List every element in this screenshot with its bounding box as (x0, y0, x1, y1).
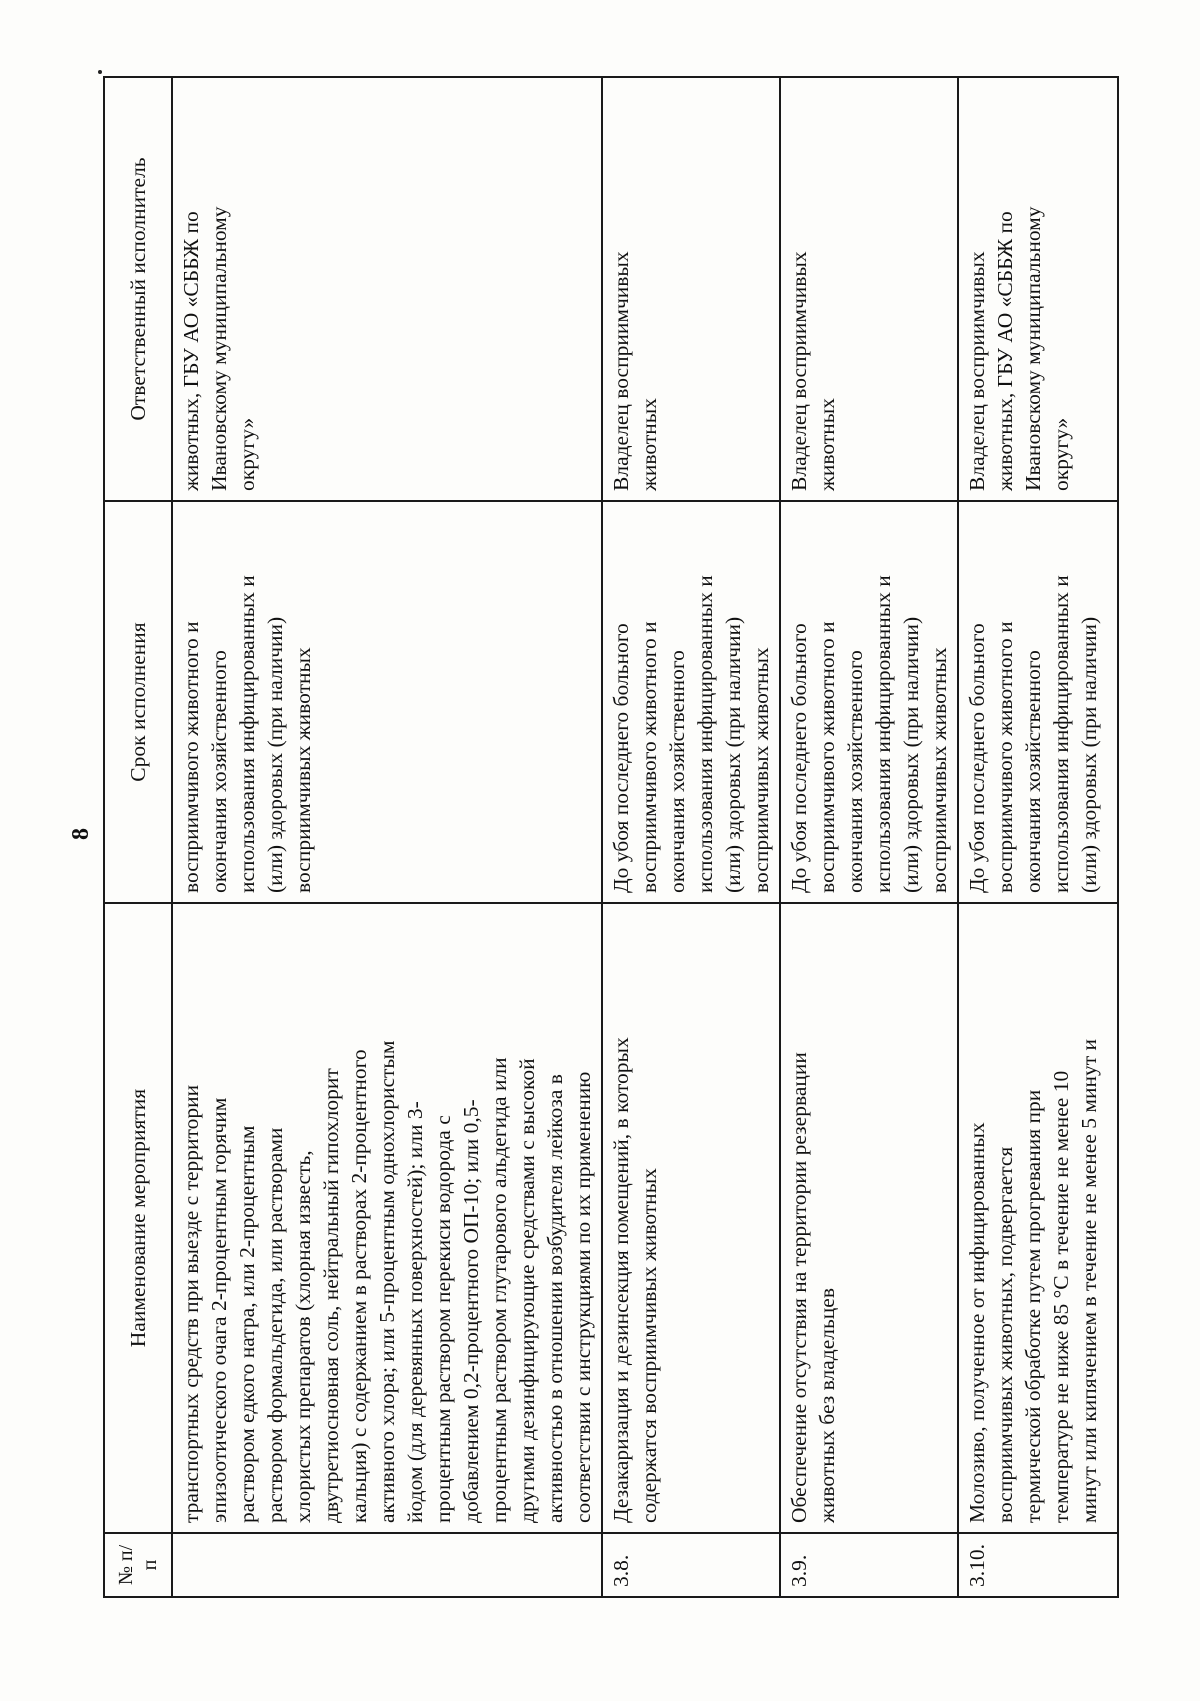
table-row (602, 77, 780, 1597)
header-name: Наименование мероприятия (104, 903, 172, 1533)
row-measure: Молозиво, полученное от инфицированных восприимчивых животных, подвергается термической обработке путем прогревания при температуре не ниже 85 °С в течение не менее 10 минут или кипячением в течение не менее 5 минут и (958, 903, 1118, 1533)
table-row (172, 77, 602, 1597)
row-number: 3.9. (780, 1533, 958, 1597)
row-measure: Обеспечение отсутствия на территории резервации животных без владельцев (780, 903, 958, 1533)
table-row (780, 77, 958, 1597)
row-term: До убоя последнего больного восприимчивого животного и окончания хозяйственного использования инфицированных и (или) здоровых (при наличии) восприимчивых животных (602, 501, 780, 903)
row-term: До убоя последнего больного восприимчивого животного и окончания хозяйственного использования инфицированных и (или) здоровых (при наличии) (958, 501, 1118, 903)
row-term: До убоя последнего больного восприимчивого животного и окончания хозяйственного использования инфицированных и (или) здоровых (при наличии) восприимчивых животных (780, 501, 958, 903)
row-number: 3.8. (602, 1533, 780, 1597)
row-number: 3.10. (958, 1533, 1118, 1597)
measures-table (103, 76, 1119, 1598)
row-responsible: животных, ГБУ АО «СББЖ по Ивановскому муниципальному округу» (172, 77, 602, 501)
scan-speck (98, 70, 102, 74)
table-header-row (104, 77, 172, 1597)
rotated-page-content (103, 78, 1101, 1598)
header-term: Срок исполнения (104, 501, 172, 903)
table-row (958, 77, 1118, 1597)
row-term: восприимчивого животного и окончания хозяйственного использования инфицированных и (или) здоровых (при наличии) восприимчивых животных (172, 501, 602, 903)
header-number: № п/п (104, 1533, 172, 1597)
row-measure: транспортных средств при выезде с территории эпизоотического очага 2-процентным горячим раствором едкого натра, или 2-процентным раствором формальдегида, или растворами хлористых препаратов (хлорная известь, двутретиосновная соль, нейтральный гипохлорит кальция) с содержанием в растворах 2-процентного активного хлора; или 5-процентным однохлористым йодом (для деревянных поверхностей); или 3- процентным раствором перекиси водорода с добавлением 0,2-процентного ОП-10; или 0,5- процентным раствором глутарового альдегида или другими дезинфицирующие средствами с высокой активностью в отношении возбудителя лейкоза в соответствии с инструкциями по их применению (172, 903, 602, 1533)
row-responsible: Владелец восприимчивых животных (780, 77, 958, 501)
row-measure: Дезакаризация и дезинсекция помещений, в которых содержатся восприимчивых животных (602, 903, 780, 1533)
row-number (172, 1533, 602, 1597)
page-number: 8 (68, 828, 94, 840)
row-responsible: Владелец восприимчивых животных (602, 77, 780, 501)
row-responsible: Владелец восприимчивых животных, ГБУ АО «СББЖ по Ивановскому муниципальному округу» (958, 77, 1118, 501)
header-responsible: Ответственный исполнитель (104, 77, 172, 501)
